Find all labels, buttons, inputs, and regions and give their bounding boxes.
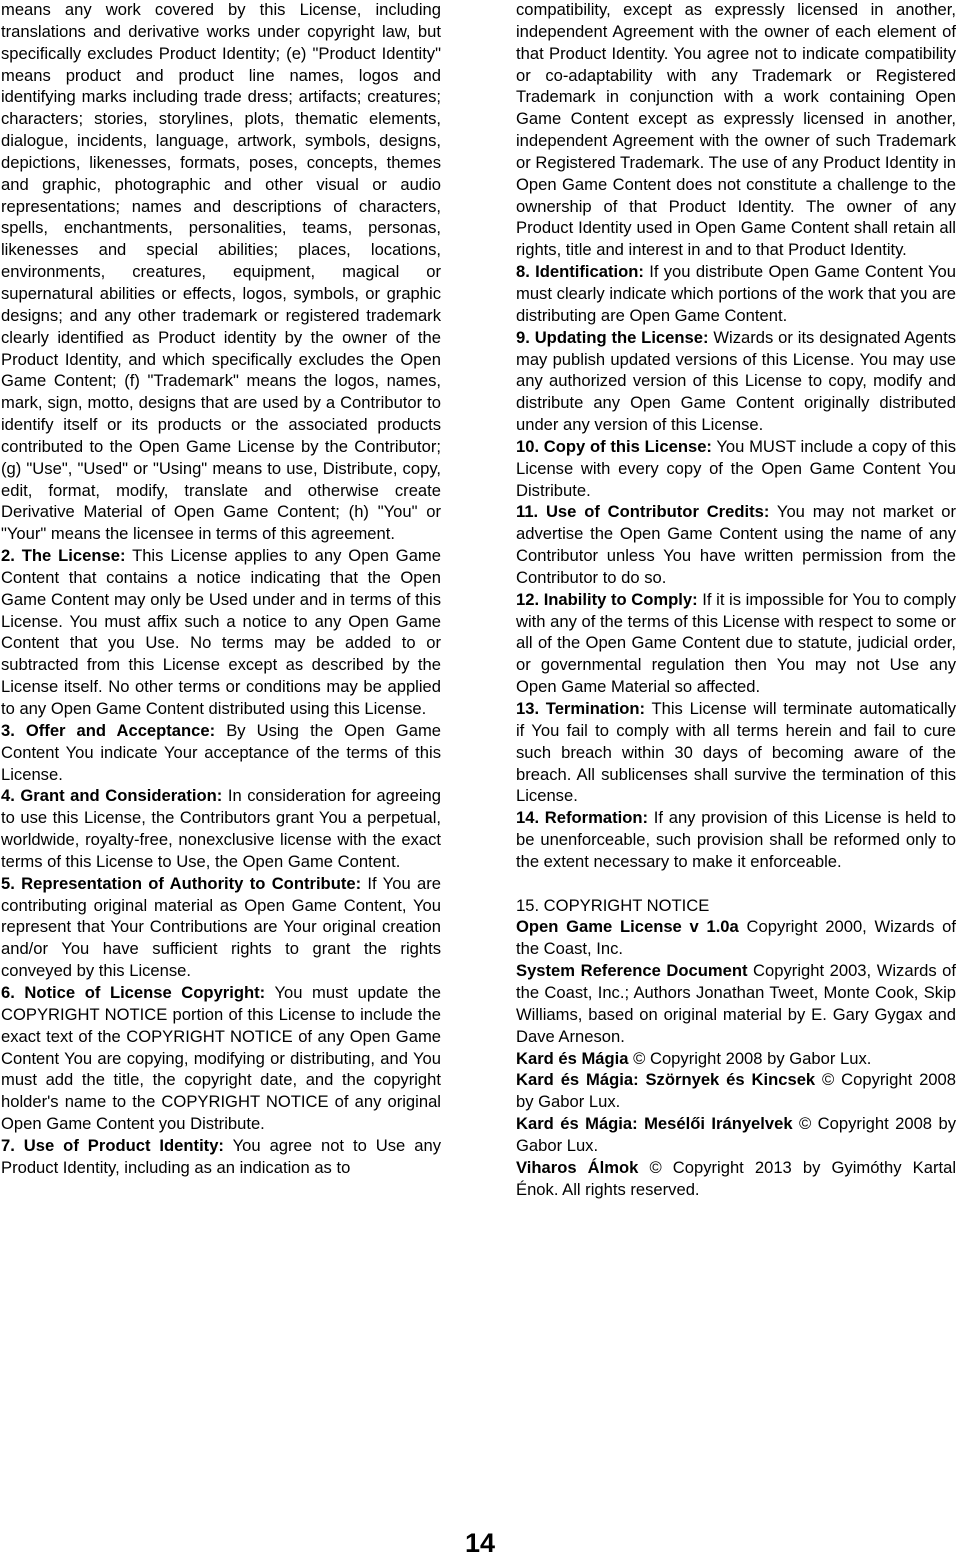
- copyright-entry-text: © Copyright 2008 by Gabor Lux.: [516, 1070, 956, 1112]
- section-8-text: If you distribute Open Game Content You must clearly indicate which portions of the work that you are distributing are Open Game Content.: [516, 262, 956, 325]
- section-11-text: You may not market or advertise the Open Game Content using the name of any Contributor unless You have written permission from the Contributor to do so.: [516, 502, 956, 587]
- copyright-entry-text: © Copyright 2013 by Gyimóthy Kartal Énok. All rights reserved.: [516, 1157, 956, 1199]
- section-12-heading: 12. Inability to Comply:: [516, 589, 698, 609]
- section-14-text: If any provision of this License is held to be unenforceable, such provision shall be reformed only to the extent necessary to make it enforceable.: [516, 808, 956, 871]
- section-4-text: In consideration for agreeing to use this License, the Contributors grant You a perpetual, worldwide, royalty-free, nonexclusive license with the exact terms of this License to Use, the Open Game Content.: [1, 786, 441, 871]
- section-7-text: You agree not to Use any Product Identity, including as an indication as to: [1, 1135, 441, 1177]
- right-column: [516, 0, 956, 1200]
- section-6-text: You must update the COPYRIGHT NOTICE portion of this License to include the exact text of the COPYRIGHT NOTICE of any Open Game Content You are copying, modifying or distributing, and You must add the title, the copyright date, and the copyright holder's name to the COPYRIGHT NOTICE of any original Open Game Content you Distribute.: [1, 982, 441, 1134]
- section-9-text: Wizards or its designated Agents may publish updated versions of this License. You may use any authorized version of this License to copy, modify and distribute any Open Game Content originally distributed under any version of this License.: [516, 327, 957, 435]
- copyright-entry-title: Viharos Álmok: [516, 1157, 639, 1177]
- section-14-heading: 14. Reformation:: [516, 808, 649, 828]
- copyright-entry-viharos-almok: [516, 1157, 956, 1201]
- section-2: [1, 545, 441, 720]
- section-6: [1, 982, 441, 1135]
- copyright-entry-text: © Copyright 2008 by Gabor Lux.: [516, 1114, 956, 1155]
- section-7-heading: 7. Use of Product Identity:: [1, 1135, 224, 1155]
- section-10-heading: 10. Copy of this License:: [516, 436, 712, 456]
- section-7-continuation-text: compatibility, except as expressly licensed in another, independent Agreement with the owner of each element of that Product Identity. You agree not to indicate compatibility or co-adaptability with any Trademark or Registered Trademark in conjunction with a work containing Open Game Content except as expressly licensed in another, independent Agreement with the owner of such Trademark or Registered Trademark. The use of any Product Identity in Open Game Content does not constitute a challenge to the ownership of that Product Identity. The owner of any Product Identity used in Open Game Content shall retain all rights, title and interest in and to that Product Identity.: [516, 0, 956, 260]
- copyright-entry-ogl: [516, 916, 956, 960]
- paragraph-gap: [516, 873, 956, 895]
- section-12: [516, 589, 956, 698]
- copyright-entry-title: Kard és Mágia: [516, 1048, 629, 1068]
- copyright-entry-title: Open Game License v 1.0a: [516, 917, 739, 937]
- section-12-text: If it is impossible for You to comply with any of the terms of this License with respect to some or all of the Open Game Content due to statute, judicial order, or governmental regulation then You may not Use any Open Game Material so affected.: [516, 589, 956, 697]
- section-3-text: By Using the Open Game Content You indicate Your acceptance of the terms of this License.: [1, 720, 441, 784]
- section-3: [1, 720, 441, 786]
- section-4-heading: 4. Grant and Consideration:: [1, 786, 223, 806]
- copyright-entry-kard-es-magia: [516, 1048, 956, 1070]
- section-5-heading: 5. Representation of Authority to Contribute:: [1, 873, 362, 893]
- section-8-heading: 8. Identification:: [516, 262, 644, 282]
- section-9: [516, 327, 956, 436]
- section-11-heading: 11. Use of Contributor Credits:: [516, 502, 770, 522]
- copyright-entry-title: Kard és Mágia: Szörnyek és Kincsek: [516, 1070, 816, 1090]
- section-11: [516, 501, 956, 588]
- section-7: [1, 1135, 441, 1179]
- copyright-entry-title: Kard és Mágia: Mesélői Irányelvek: [516, 1114, 793, 1134]
- copyright-entry-text: Copyright 2003, Wizards of the Coast, Inc.; Authors Jonathan Tweet, Monte Cook, Skip Williams, based on original material by E. Gary Gygax and Dave Arneson.: [516, 961, 957, 1046]
- copyright-entry-szornyek: [516, 1069, 956, 1113]
- section-14: [516, 807, 956, 873]
- section-10-text: You MUST include a copy of this License with every copy of the Open Game Content You Distribute.: [516, 436, 956, 500]
- definitions-text: means any work covered by this License, including translations and derivative works under copyright law, but specifically excludes Product Identity; (e) "Product Identity" means product and product line names, logos and identifying marks including trade dress; artifacts; creatures; characters; stories, storylines, plots, thematic elements, dialogue, incidents, language, artwork, symbols, designs, depictions, likenesses, formats, poses, concepts, themes and graphic, photographic and other visual or audio representations; names and descriptions of characters, spells, enchantments, personalities, teams, personas, likenesses and special abilities; places, locations, environments, creatures, equipment, magical or supernatural abilities or effects, logos, symbols, or graphic designs; and any other trademark or registered trademark clearly identified as Product identity by the owner of the Product Identity, and which specifically excludes the Open Game Content; (f) "Trademark" means the logos, names, mark, sign, motto, designs that are used by a Contributor to identify itself or its products or the associated products contributed to the Open Game License by the Contributor; (g) "Use", "Used" or "Using" means to use, Distribute, copy, edit, format, modify, translate and otherwise create Derivative Material of Open Game Content; (h) "You" or "Your" means the licensee in terms of this agreement.: [1, 0, 441, 544]
- section-5-text: If You are contributing original material as Open Game Content, You represent that Your Contributions are Your original creation and/or You have sufficient rights to grant the rights conveyed by this License.: [1, 873, 441, 981]
- section-7-continuation: [516, 0, 956, 261]
- section-2-heading: 2. The License:: [1, 546, 126, 566]
- copyright-entry-text: © Copyright 2008 by Gabor Lux.: [628, 1048, 872, 1068]
- copyright-entry-text: Copyright 2000, Wizards of the Coast, Inc.: [516, 917, 957, 959]
- section-13: [516, 698, 956, 807]
- section-15-heading: 15. COPYRIGHT NOTICE: [516, 895, 710, 915]
- section-13-text: This License will terminate automatically if You fail to comply with all terms herein and fail to cure such breach within 30 days of becoming aware of the breach. All sublicenses shall survive the termination of this License.: [516, 699, 956, 806]
- copyright-entry-meseloi: [516, 1113, 956, 1157]
- section-10: [516, 436, 956, 502]
- definitions-continuation: [1, 0, 441, 545]
- section-9-heading: 9. Updating the License:: [516, 327, 709, 347]
- section-8: [516, 261, 956, 327]
- left-column: [1, 0, 441, 1179]
- section-2-text: This License applies to any Open Game Content that contains a notice indicating that the Open Game Content may only be Used under and in terms of this License. You must affix such a notice to any Open Game Content that you Use. No terms may be added to or subtracted from this License except as described by the License itself. No other terms or conditions may be applied to any Open Game Content distributed using this License.: [1, 546, 441, 718]
- section-13-heading: 13. Termination:: [516, 699, 646, 718]
- section-3-heading: 3. Offer and Acceptance:: [1, 720, 216, 740]
- page-number: 14: [464, 1528, 496, 1558]
- section-6-heading: 6. Notice of License Copyright:: [1, 982, 266, 1002]
- copyright-entry-srd: [516, 960, 956, 1047]
- copyright-entry-title: System Reference Document: [516, 961, 748, 981]
- section-4: [1, 785, 441, 872]
- section-5: [1, 873, 441, 982]
